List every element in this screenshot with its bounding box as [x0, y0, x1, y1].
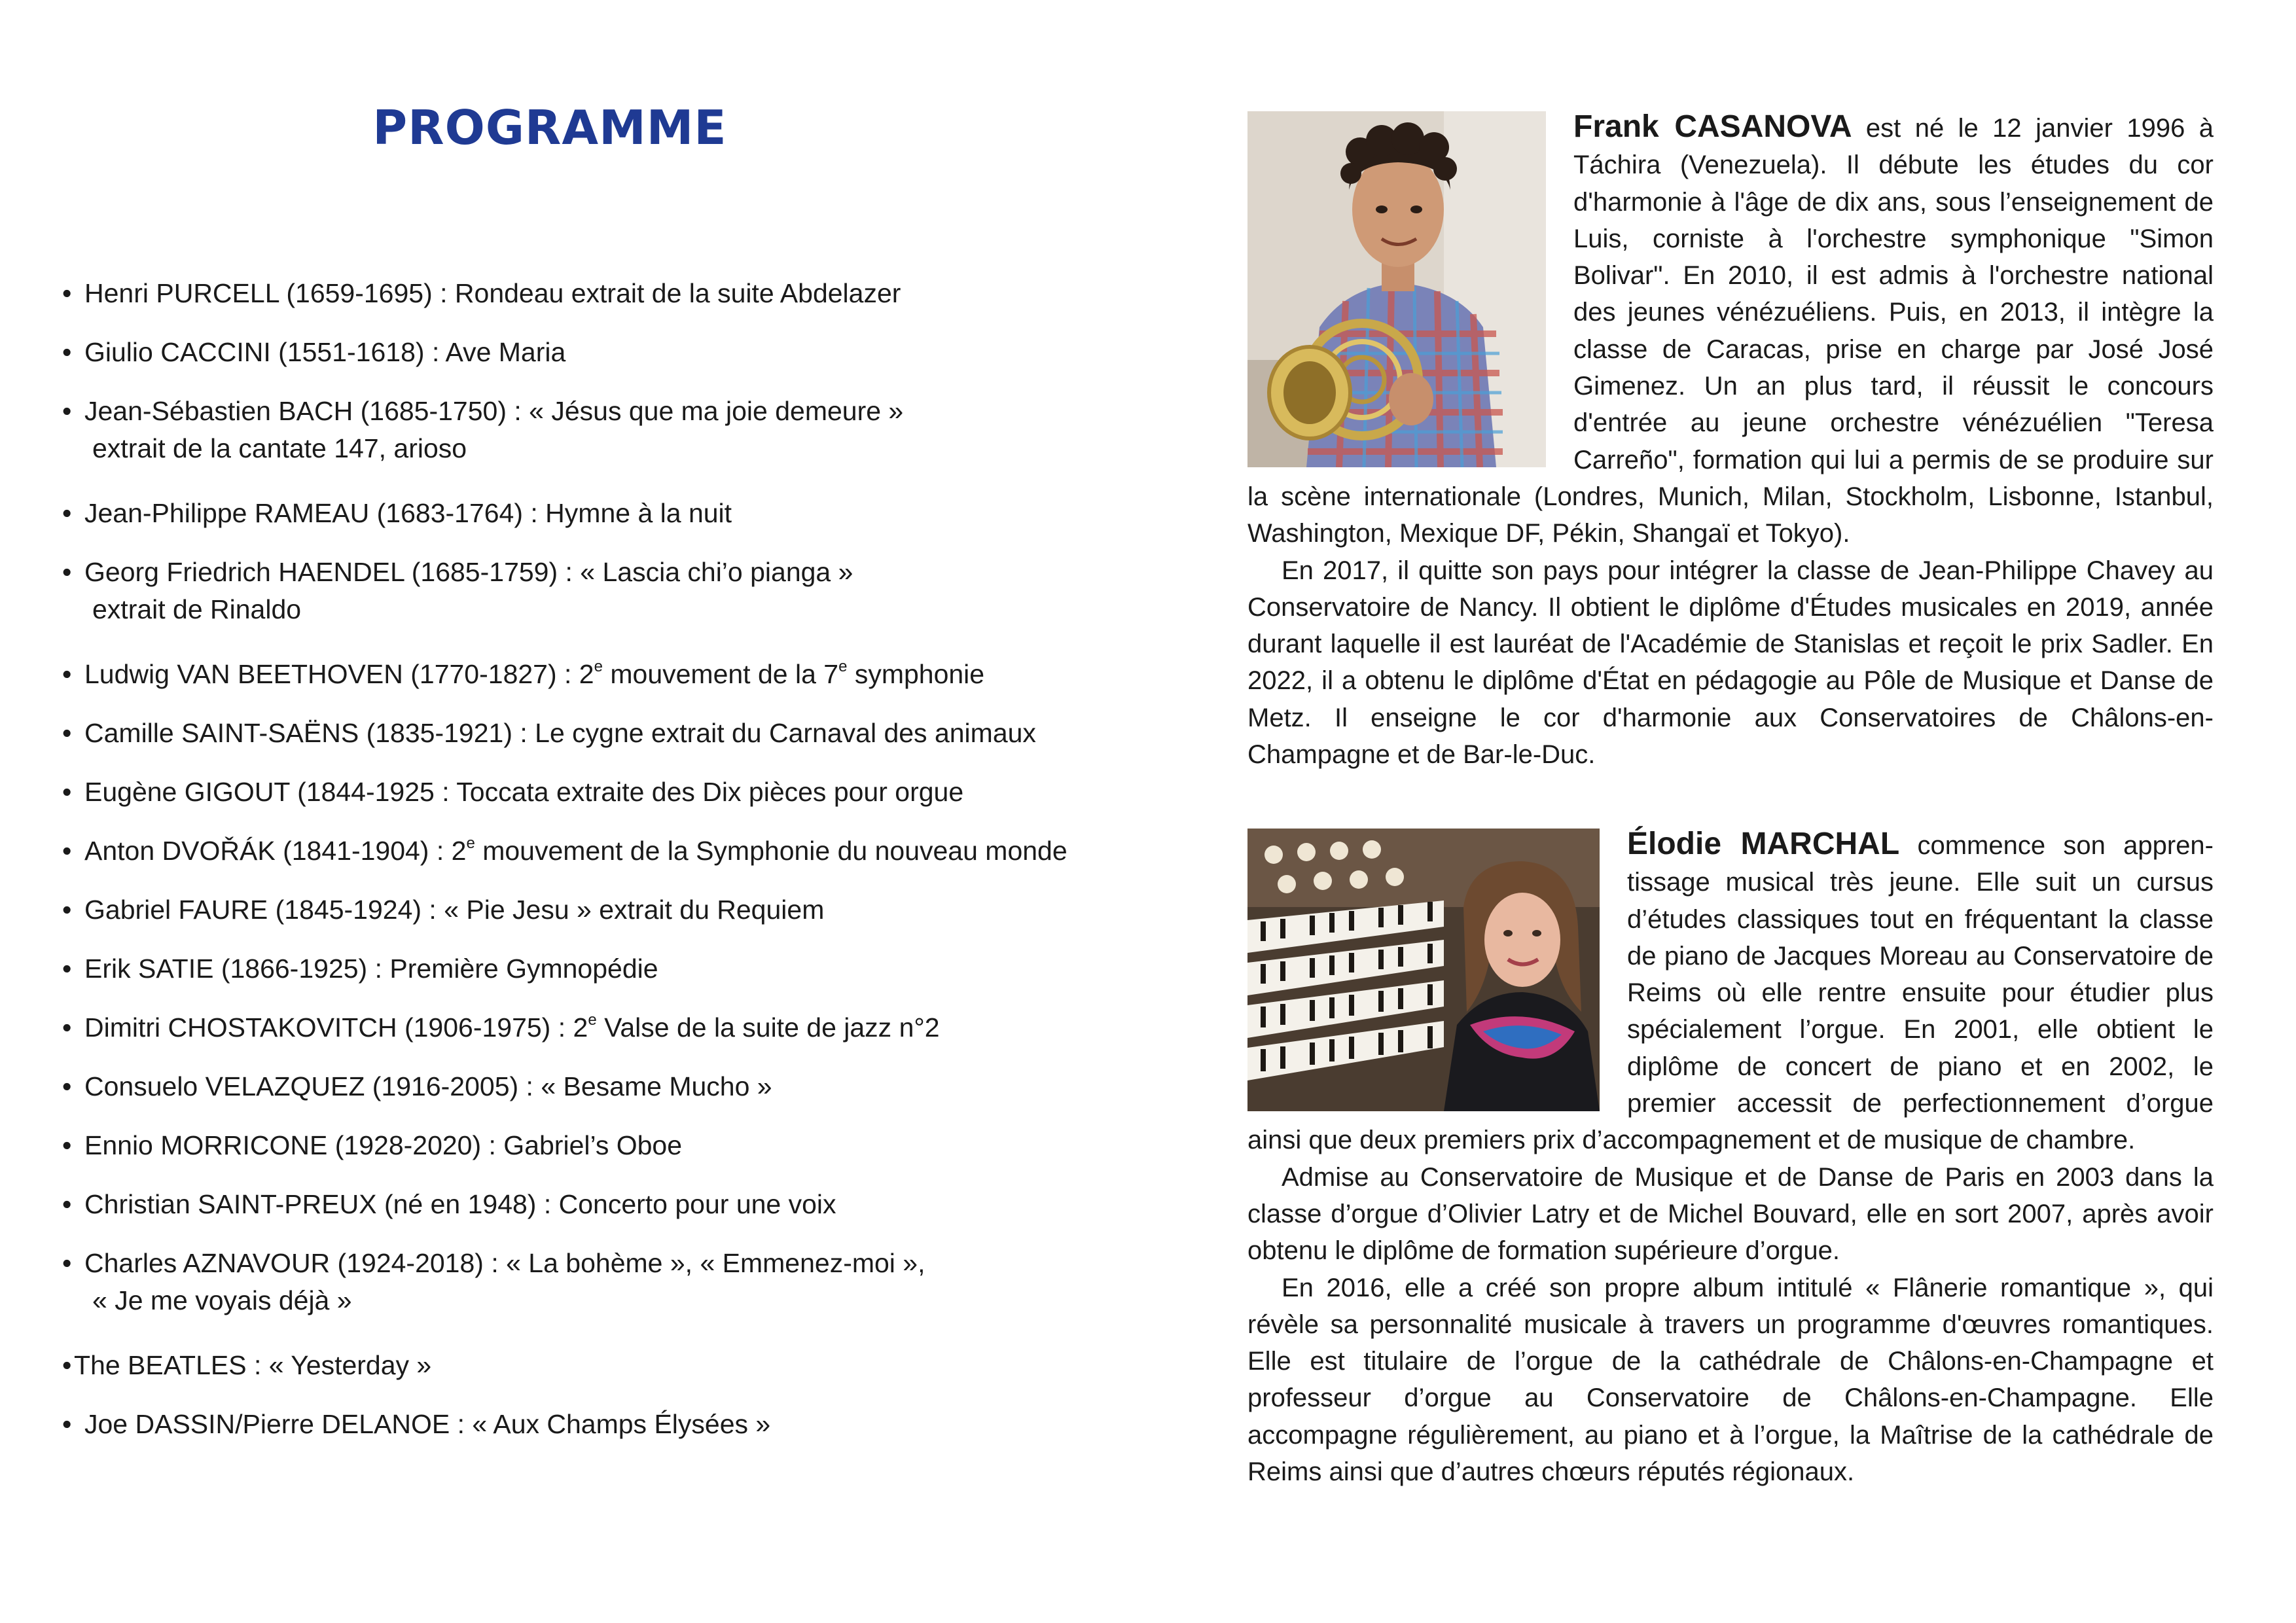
- bullet-icon: •: [62, 895, 72, 925]
- programme-item-text: Valse de la suite de jazz n°2: [596, 1012, 940, 1043]
- programme-item-text: Dimitri CHOSTAKOVITCH (1906-1975) : 2: [84, 1012, 588, 1043]
- programme-item: [62, 1127, 1122, 1164]
- bullet-icon: •: [62, 836, 72, 866]
- programme-item-text: Charles AZNAVOUR (1924-2018) : « La bohème », « Emmenez-moi »,: [84, 1248, 925, 1278]
- superscript: e: [594, 658, 603, 675]
- programme-item-subtext: extrait de Rinaldo: [92, 594, 302, 624]
- programme-item-text: mouvement de la Symphonie du nouveau monde: [475, 836, 1067, 866]
- bullet-icon: •: [62, 659, 72, 689]
- programme-item-text: Jean-Philippe RAMEAU (1683-1764) : Hymne à la nuit: [84, 498, 732, 528]
- bullet-icon: •: [62, 954, 72, 984]
- programme-item-subtext: « Je me voyais déjà »: [92, 1285, 352, 1315]
- bullet-icon: •: [62, 1350, 72, 1380]
- programme-item: [62, 275, 1122, 312]
- programme-item-text: Camille SAINT-SAËNS (1835-1921) : Le cygne extrait du Carnaval des animaux: [84, 718, 1036, 748]
- organist-illustration: [1247, 829, 1600, 1111]
- programme-item: [62, 1245, 1122, 1319]
- programme-item-text: Giulio CACCINI (1551-1618) : Ave Maria: [84, 337, 566, 367]
- programme-item: [62, 393, 1122, 467]
- bio-marchal-paragraph-3: En 2016, elle a créé son propre album intitulé « Flânerie romantique », qui révèle sa personnalité musicale à travers un programme d'œuvres romantiques. Elle est titulaire de l’orgue de la cathédrale de Châlons-en-Champagne et professeur d’orgue au Conservatoire de Châlons-en-Champagne. Elle accompagne régulièrement, au piano et à l’orgue, la Maîtrise de la cathédrale de Reims ainsi que d’autres chœurs réputés régionaux.: [1247, 1273, 2214, 1487]
- bullet-icon: •: [62, 1071, 72, 1101]
- programme-title: PROGRAMME: [372, 100, 727, 155]
- bullet-icon: •: [62, 777, 72, 807]
- bullet-icon: •: [62, 1189, 72, 1219]
- programme-item-text: Ennio MORRICONE (1928-2020) : Gabriel’s Oboe: [84, 1130, 683, 1160]
- superscript: e: [466, 834, 475, 852]
- bullet-icon: •: [62, 498, 72, 528]
- programme-list: [62, 275, 1122, 1465]
- programme-item-text: Christian SAINT-PREUX (né en 1948) : Concerto pour une voix: [84, 1189, 836, 1219]
- programme-item: [62, 774, 1122, 811]
- bullet-icon: •: [62, 278, 72, 308]
- programme-item: [62, 891, 1122, 929]
- bio-casanova-paragraph-1: est né le 12 janvier 1996 à Táchira (Venezuela). Il débute les études du cor d'harmonie à l'âge de dix ans, sous l’enseignement de Luis, corniste à l'orchestre symphonique "Simon Bolivar". En 2010, il est admis à l'orchestre national des jeunes vénézuéliens. Puis, en 2013, il intègre la classe de Caracas, prise en charge par José José Gimenez. Un an plus tard, il réussit le concours d'entrée au jeune orchestre vénézuélien "Teresa Carreño", formation qui lui a permis de se produire sur la scène internationale (Londres, Munich, Milan, Stockholm, Lisbonne, Istanbul, Washington, Mexique DF, Pékin, Shangaï et Tokyo).: [1247, 114, 2214, 548]
- programme-item: [62, 1347, 1122, 1384]
- bio-name-marchal: Élodie MARCHAL: [1627, 827, 1900, 861]
- programme-item-text: The BEATLES : « Yesterday »: [74, 1350, 432, 1380]
- programme-item: [62, 715, 1122, 752]
- bio-casanova: [1247, 109, 2214, 773]
- bio-marchal: [1247, 826, 2214, 1490]
- programme-item: [62, 495, 1122, 532]
- bio-marchal-paragraph-1: commence son appren-tissage musical très jeune. Elle suit un cursus d’études classiques tout en fréquentant la classe de piano de Jacques Moreau au Conservatoire de Reims où elle rentre ensuite pour étudier plus spécialement l’orgue. En 2001, elle obtient le diplôme de concert de piano et en 2002, le premier accessit de perfectionnement d’orgue ainsi que deux premiers prix d’accompagnement et de musique de chambre.: [1247, 831, 2214, 1155]
- programme-item-text: Consuelo VELAZQUEZ (1916-2005) : « Besame Mucho »: [84, 1071, 772, 1101]
- programme-item: [62, 334, 1122, 371]
- programme-item-text: mouvement de la 7: [602, 659, 839, 689]
- programme-item: [62, 554, 1122, 628]
- superscript: e: [838, 658, 848, 675]
- bullet-icon: •: [62, 337, 72, 367]
- bullet-icon: •: [62, 1012, 72, 1043]
- programme-item-text: Erik SATIE (1866-1925) : Première Gymnopédie: [84, 954, 658, 984]
- programme-item-text: Henri PURCELL (1659-1695) : Rondeau extrait de la suite Abdelazer: [84, 278, 901, 308]
- bullet-icon: •: [62, 718, 72, 748]
- biographies-page: [1148, 0, 2296, 1623]
- horn-player-illustration: [1247, 111, 1546, 467]
- programme-item-text: Anton DVOŘÁK (1841-1904) : 2: [84, 836, 467, 866]
- programme-item-text: Eugène GIGOUT (1844-1925 : Toccata extraite des Dix pièces pour orgue: [84, 777, 964, 807]
- programme-item: [62, 656, 1122, 693]
- programme-item-text: Gabriel FAURE (1845-1924) : « Pie Jesu » extrait du Requiem: [84, 895, 825, 925]
- programme-item-text: Jean-Sébastien BACH (1685-1750) : « Jésus que ma joie demeure »: [84, 396, 904, 426]
- superscript: e: [588, 1011, 597, 1029]
- bullet-icon: •: [62, 1130, 72, 1160]
- programme-item-text: symphonie: [847, 659, 985, 689]
- programme-item: [62, 1009, 1122, 1046]
- bullet-icon: •: [62, 396, 72, 426]
- programme-item: [62, 1068, 1122, 1105]
- bullet-icon: •: [62, 557, 72, 587]
- bio-name-casanova: Frank CASANOVA: [1573, 109, 1852, 144]
- programme-item-text: Joe DASSIN/Pierre DELANOE : « Aux Champs Élysées »: [84, 1409, 771, 1439]
- programme-item: [62, 832, 1122, 870]
- programme-item: [62, 1406, 1122, 1443]
- bio-marchal-paragraph-2: Admise au Conservatoire de Musique et de Danse de Paris en 2003 dans la classe d’orgue d’Olivier Latry et de Michel Bouvard, elle en sort 2007, après avoir obtenu le diplôme de formation supérieure d’orgue.: [1247, 1162, 2214, 1266]
- programme-item: [62, 1186, 1122, 1223]
- casanova-photo: [1247, 111, 1546, 467]
- programme-item-text: Ludwig VAN BEETHOVEN (1770-1827) : 2: [84, 659, 594, 689]
- programme-item: [62, 950, 1122, 988]
- programme-item-subtext: extrait de la cantate 147, arioso: [92, 433, 467, 463]
- marchal-photo: [1247, 829, 1600, 1111]
- bullet-icon: •: [62, 1248, 72, 1278]
- bio-casanova-paragraph-2: En 2017, il quitte son pays pour intégrer la classe de Jean-Philippe Chavey au Conservatoire de Nancy. Il obtient le diplôme d'Études musicales en 2019, année durant laquelle il est lauréat de l'Académie de Stanislas et reçoit le prix Sadler. En 2022, il a obtenu le diplôme d'État en pédagogie au Pôle de Musique et Danse de Metz. Il enseigne le cor d'harmonie aux Conservatoires de Châlons-en-Champagne et de Bar-le-Duc.: [1247, 556, 2214, 770]
- bullet-icon: •: [62, 1409, 72, 1439]
- programme-item-text: Georg Friedrich HAENDEL (1685-1759) : « Lascia chi’o pianga »: [84, 557, 853, 587]
